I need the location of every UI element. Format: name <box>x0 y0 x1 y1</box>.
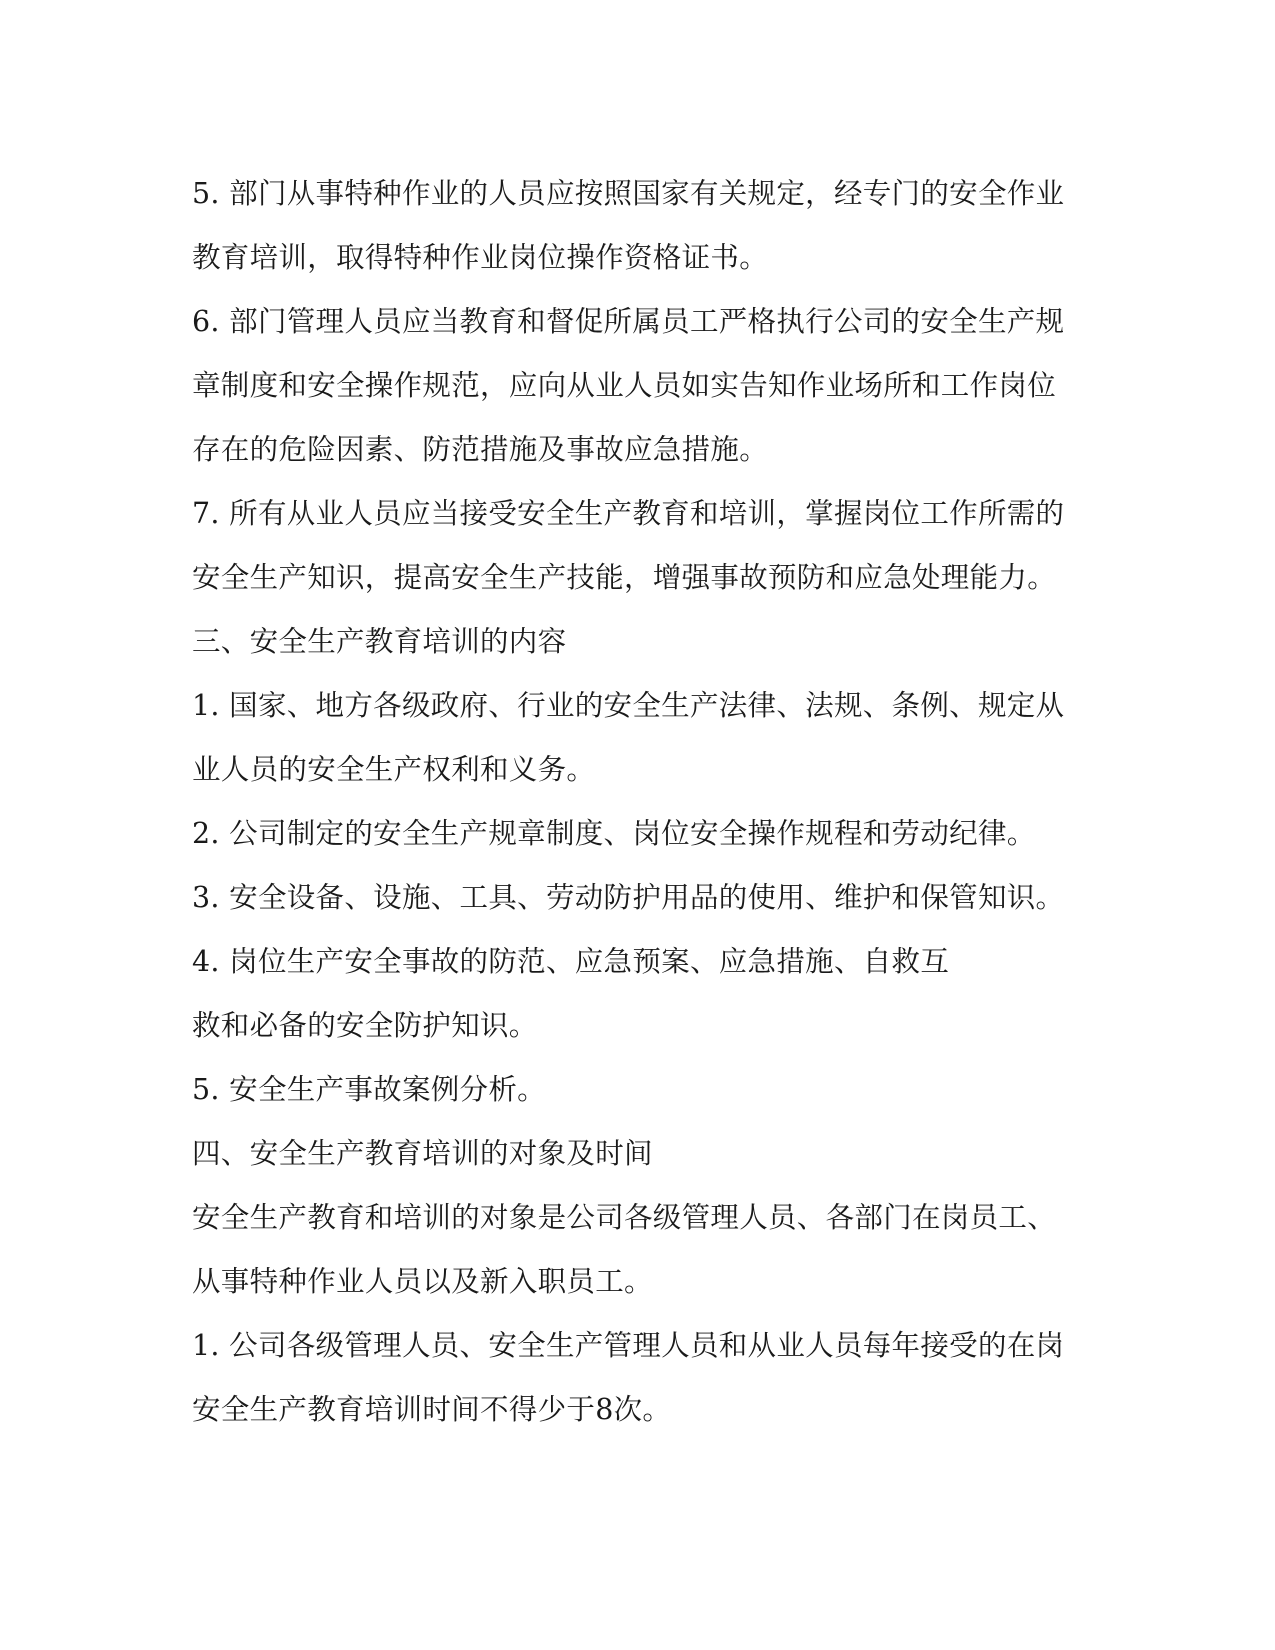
text-line: 7. 所有从业人员应当接受安全生产教育和培训，掌握岗位工作所需的 <box>192 497 1065 530</box>
text-line: 5. 部门从事特种作业的人员应按照国家有关规定，经专门的安全作业 <box>192 177 1065 210</box>
text-line: 2. 公司制定的安全生产规章制度、岗位安全操作规程和劳动纪律。 <box>192 817 1036 850</box>
section-heading: 三、安全生产教育培训的内容 <box>192 625 567 658</box>
text-line: 安全生产知识，提高安全生产技能，增强事故预防和应急处理能力。 <box>192 561 1057 594</box>
text-line: 4. 岗位生产安全事故的防范、应急预案、应急措施、自救互 <box>192 945 950 978</box>
text-line: 6. 部门管理人员应当教育和督促所属员工严格执行公司的安全生产规 <box>192 305 1065 338</box>
text-line: 1. 国家、地方各级政府、行业的安全生产法律、法规、条例、规定从 <box>192 689 1065 722</box>
document-body <box>192 162 1072 1442</box>
text-line: 从事特种作业人员以及新入职员工。 <box>192 1265 653 1298</box>
text-line: 业人员的安全生产权利和义务。 <box>192 753 596 786</box>
text-line: 教育培训，取得特种作业岗位操作资格证书。 <box>192 241 769 274</box>
text-line: 1. 公司各级管理人员、安全生产管理人员和从业人员每年接受的在岗 <box>192 1329 1065 1362</box>
section-heading: 四、安全生产教育培训的对象及时间 <box>192 1137 653 1170</box>
text-line: 救和必备的安全防护知识。 <box>192 1009 538 1042</box>
text-line: 章制度和安全操作规范，应向从业人员如实告知作业场所和工作岗位 <box>192 369 1057 402</box>
text-line: 安全生产教育培训时间不得少于8次。 <box>192 1393 672 1426</box>
text-line: 5. 安全生产事故案例分析。 <box>192 1073 546 1106</box>
text-line: 存在的危险因素、防范措施及事故应急措施。 <box>192 433 769 466</box>
text-line: 安全生产教育和培训的对象是公司各级管理人员、各部门在岗员工、 <box>192 1201 1057 1234</box>
text-line: 3. 安全设备、设施、工具、劳动防护用品的使用、维护和保管知识。 <box>192 881 1065 914</box>
